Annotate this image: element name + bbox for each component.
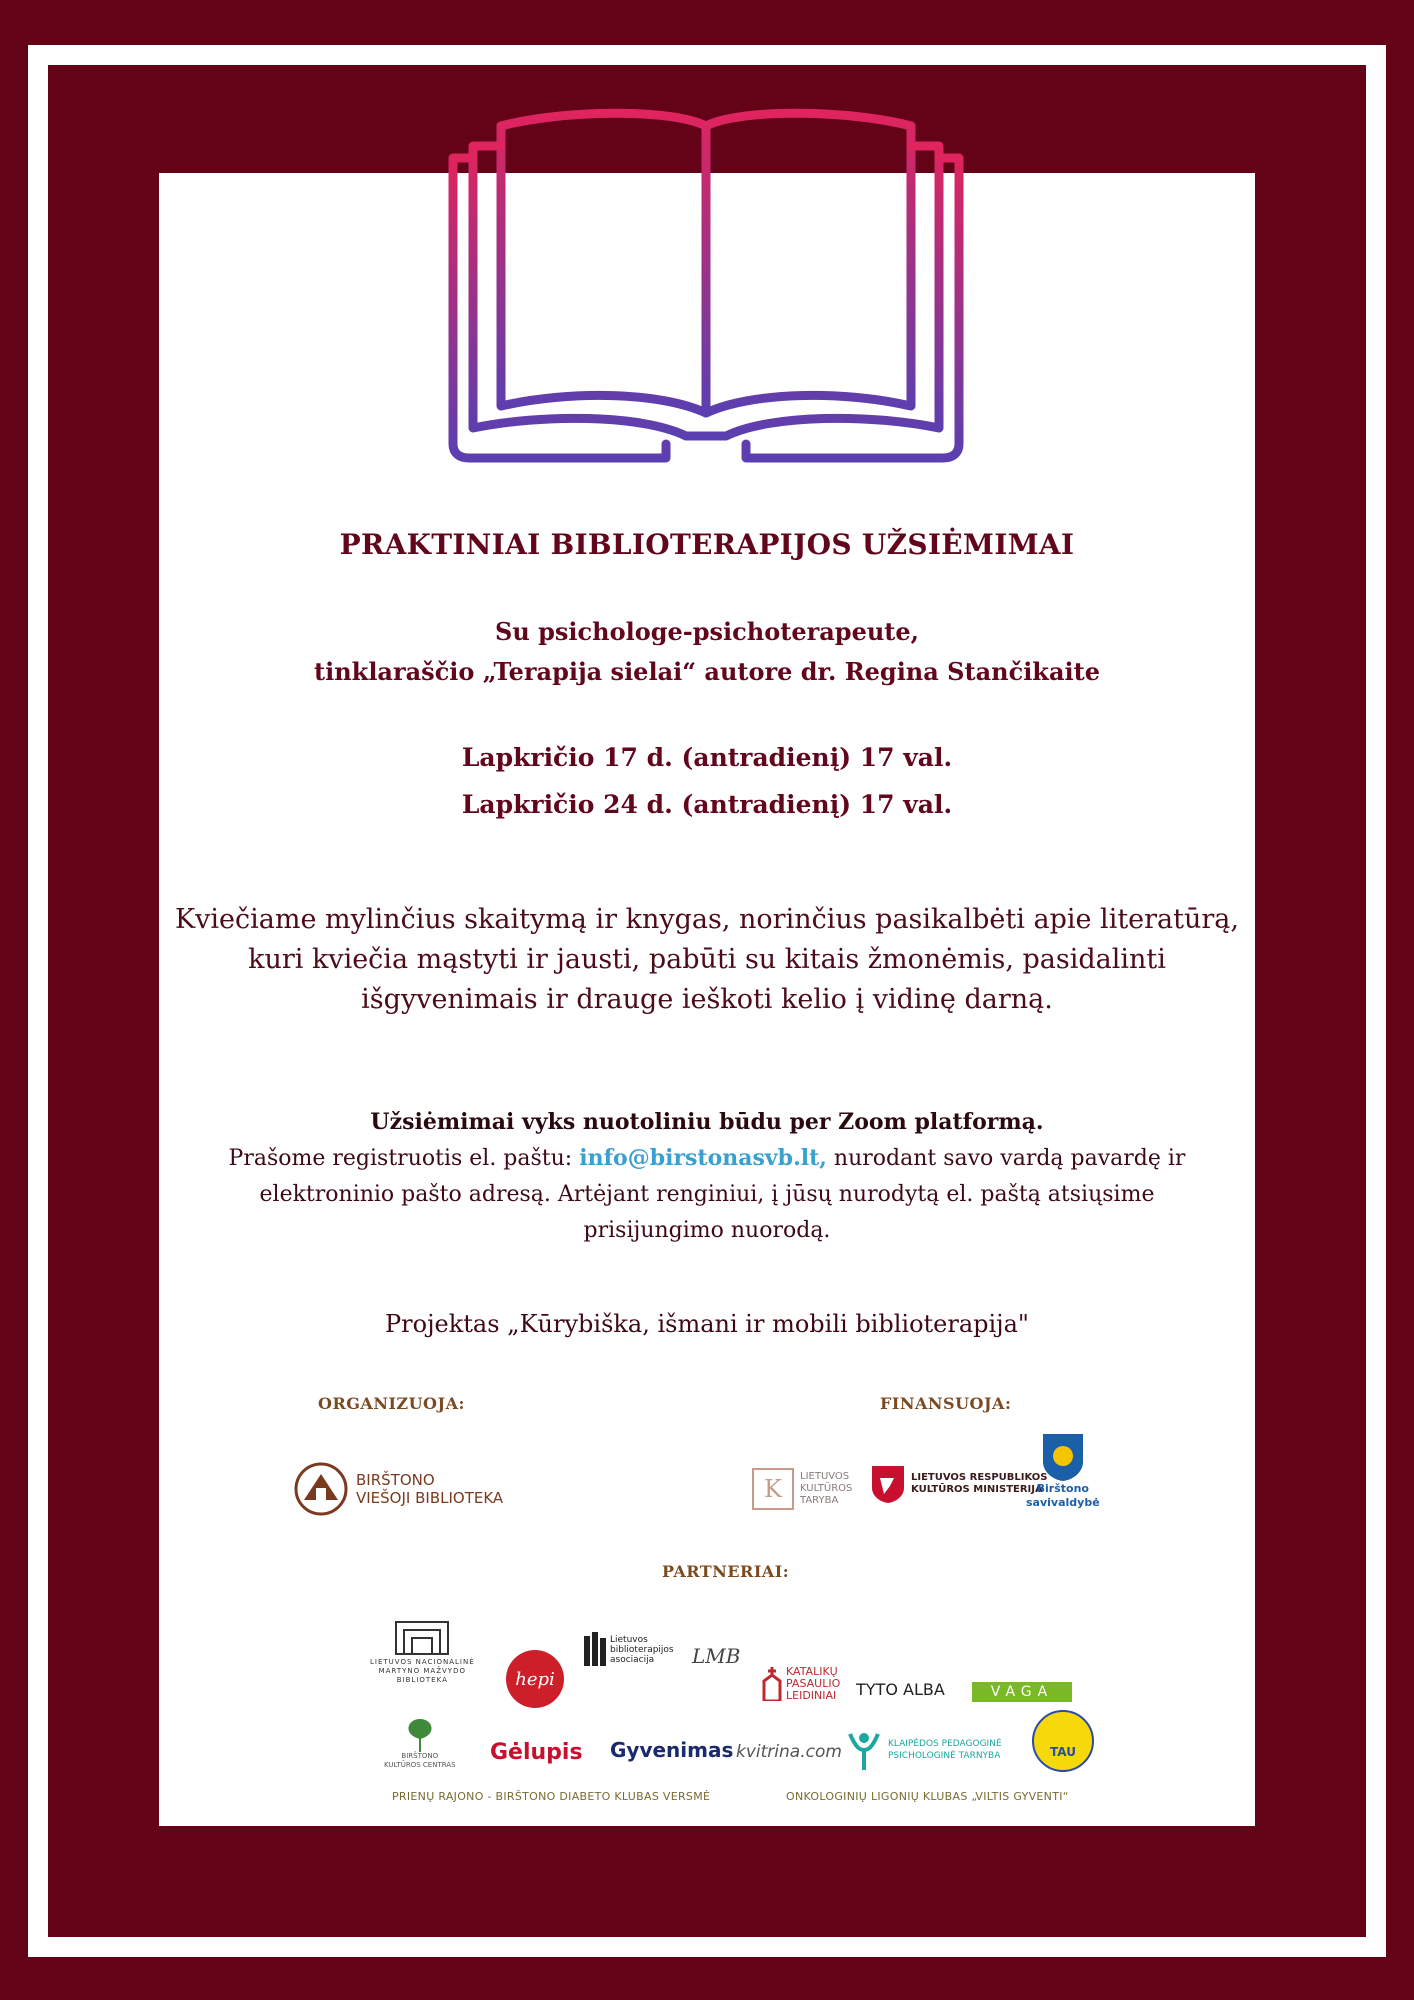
event-dates (159, 734, 1255, 828)
vaga-logo: VAGA (972, 1682, 1072, 1702)
intro-line: išgyvenimais ir drauge ieškoti kelio į vidinę darną. (361, 984, 1053, 1015)
kvitrina-logo: kvitrina.com (736, 1742, 842, 1762)
intro-line: Kviečiame mylinčius skaitymą ir knygas, norinčius pasikalbėti apie literatūrą, (175, 904, 1239, 935)
bkc-logo (384, 1716, 456, 1770)
oncology-club-text: ONKOLOGINIŲ LIGONIŲ KLUBAS „VILTIS GYVENTI“ (786, 1790, 1069, 1803)
lba-logo (584, 1632, 674, 1668)
subtitle (159, 612, 1255, 692)
lnb-logo (370, 1618, 475, 1685)
logo-text: MARTYNO MAŽVYDO (378, 1667, 466, 1675)
intro-text (159, 900, 1255, 1020)
registration-line: elektroninio pašto adresą. Artėjant renginiui, į jūsų nurodytą el. paštą atsiųsime (259, 1182, 1155, 1207)
tyto-alba-logo: TYTO ALBA (856, 1680, 945, 1699)
subtitle-line: tinklaraščio „Terapija sielai“ autore dr. Regina Stančikaite (314, 657, 1100, 686)
open-book-icon (441, 108, 971, 468)
kppt-logo (846, 1728, 1002, 1772)
logo-text: savivaldybė (1026, 1496, 1100, 1509)
logo-text: asociacija (610, 1655, 655, 1665)
logo-text: KULTŪROS (800, 1483, 853, 1494)
lkt-logo (752, 1468, 852, 1510)
logo-text: LIETUVOS RESPUBLIKOS (911, 1472, 1048, 1483)
logo-text: TAU (1050, 1745, 1076, 1759)
organizers-label: ORGANIZUOJA: (318, 1394, 465, 1413)
gelupis-logo: Gėlupis (490, 1740, 583, 1765)
kpl-logo (762, 1666, 840, 1702)
email-link[interactable]: info@birstonasvb.lt, (579, 1145, 827, 1171)
k-letter-icon: K (752, 1468, 794, 1510)
logo-text: BIRŠTONO (356, 1471, 435, 1489)
tau-logo (1032, 1710, 1094, 1772)
logo-text: BIRŠTONO (401, 1752, 439, 1760)
logo-text: PASAULIO (786, 1677, 841, 1690)
kppt-figure-icon (846, 1728, 882, 1772)
library-emblem-icon (294, 1462, 348, 1516)
logo-text: KULTŪROS CENTRAS (384, 1761, 456, 1769)
page-title: PRAKTINIAI BIBLIOTERAPIJOS UŽSIĖMIMAI (339, 528, 1075, 561)
logo-text: KLAIPĖDOS PEDAGOGINĖ (888, 1739, 1002, 1749)
zoom-notice: Užsiėmimai vyks nuotoliniu būdu per Zoom platformą. (370, 1109, 1044, 1135)
coat-of-arms-icon (1041, 1432, 1085, 1482)
diabetes-club-text: PRIENŲ RAJONO - BIRŠTONO DIABETO KLUBAS VERSMĖ (392, 1790, 711, 1803)
hepi-logo (506, 1650, 564, 1708)
gyvenimas-logo: Gyvenimas (610, 1738, 734, 1762)
logo-text: PSICHOLOGINĖ TARNYBA (888, 1751, 1001, 1761)
funders-label: FINANSUOJA: (880, 1394, 1012, 1413)
logo-text: LIETUVOS NACIONALINĖ (370, 1658, 475, 1666)
logo-text: KULTŪROS MINISTERIJA (911, 1484, 1043, 1495)
registration-text: Prašome registruotis el. paštu: (228, 1146, 580, 1171)
date-line: Lapkričio 17 d. (antradienį) 17 val. (461, 743, 953, 772)
intro-line: kuri kviečia mąstyti ir jausti, pabūti su kitais žmonėmis, pasidalinti (248, 944, 1166, 975)
logo-text: biblioterapijos (610, 1645, 674, 1655)
books-icon (584, 1632, 606, 1668)
logo-text: KATALIKŲ (786, 1665, 838, 1678)
logo-text: hepi (515, 1668, 555, 1690)
registration-line: prisijungimo nuorodą. (583, 1218, 831, 1243)
leaf-icon (398, 1716, 442, 1752)
partners-label: PARTNERIAI: (662, 1562, 790, 1581)
logo-text: BIBLIOTEKA (396, 1676, 448, 1684)
registration-info (159, 1104, 1255, 1249)
subtitle-line: Su psichologe-psichoterapeute, (495, 617, 919, 646)
ministry-logo (870, 1464, 1048, 1504)
logo-text: LEIDINIAI (786, 1689, 837, 1702)
logo-text: Lietuvos (610, 1635, 648, 1645)
registration-text: nurodant savo vardą pavardę ir (826, 1146, 1186, 1171)
date-line: Lapkričio 24 d. (antradienį) 17 val. (461, 790, 953, 819)
logo-text: TARYBA (800, 1495, 839, 1506)
registration-line (159, 1140, 1255, 1177)
vytis-shield-icon (870, 1464, 906, 1504)
church-icon (762, 1667, 782, 1701)
municipality-logo (1026, 1432, 1100, 1510)
lnb-building-icon (382, 1618, 462, 1658)
lmb-logo: LMB (692, 1644, 741, 1668)
birstono-library-logo (294, 1462, 503, 1516)
project-name: Projektas „Kūrybiška, išmani ir mobili biblioterapija" (385, 1310, 1029, 1338)
logo-text: LIETUVOS (800, 1471, 850, 1482)
logo-text: VIEŠOJI BIBLIOTEKA (356, 1489, 504, 1507)
logo-text: Birštono (1036, 1482, 1089, 1495)
